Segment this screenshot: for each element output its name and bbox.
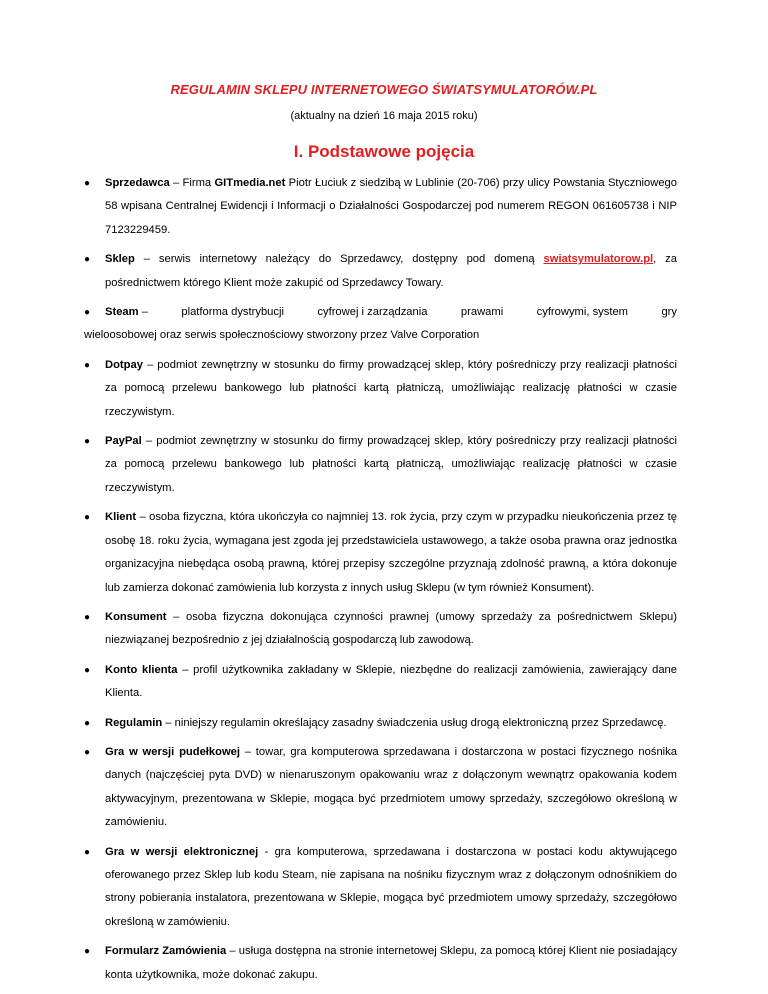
bullet-icon: ● bbox=[84, 611, 91, 623]
definition-term: PayPal bbox=[105, 435, 142, 448]
list-item bbox=[0, 172, 768, 242]
document-title: REGULAMIN SKLEPU INTERNETOWEGO ŚWIATSYMULATORÓW.PL bbox=[170, 82, 598, 97]
definition-term: Formularz Zamówienia bbox=[105, 945, 227, 958]
definition-text: – osoba fizyczna, która ukończyła co najmniej 13. rok życia, przy czym w przypadku nieukończenia przez tę osobę 18. roku życia, wymagana jest zgoda jej przedstawiciela ustawowego, a także osoba prawna oraz jednostka organizacyjna niebędąca osobą prawną, której przepisy szczególne przyznają zdolność prawną, a która dokonuje lub zamierza dokonać zamówienia lub korzysta z innych usług Sklepu (w tym również Konsument). bbox=[105, 511, 677, 594]
steam-first-line: Steam – platforma dystrybucji cyfrowej i zarządzania prawami cyfrowymi, system gry bbox=[105, 306, 677, 319]
document-subtitle: (aktualny na dzień 16 maja 2015 roku) bbox=[290, 110, 478, 122]
definition-sep: – Firma bbox=[169, 177, 215, 189]
definition-term: Konsument bbox=[105, 610, 167, 623]
definition-text: wieloosobowej oraz serwis społecznościowy stworzony przez Valve Corporation bbox=[84, 329, 480, 342]
bullet-icon: ● bbox=[84, 846, 91, 858]
domain-link[interactable]: swiatsymulatorow.pl bbox=[543, 253, 654, 266]
definition-text: Piotr Łuciuk z siedzibą w Lublinie (20-706) przy ulicy Powstania Styczniowego 58 wpisana Centralnej Ewidencji i Informacji o Działalności Gospodarczej pod numerem REGON 061605738 i NIP 7123229459. bbox=[105, 177, 678, 236]
definition-term: Steam bbox=[105, 306, 139, 319]
bullet-icon: ● bbox=[84, 254, 91, 266]
definition-term: Gra w wersji elektronicznej bbox=[105, 845, 259, 858]
definition-text: - gra komputerowa, sprzedawana i dostarczona w postaci kodu aktywującego oferowanego przez Sklep lub kodu Steam, nie zapisana na nośniku fizycznym wraz z dołączonym odnośnikiem do strony pobierania instalatora, prezentowana w Sklepie, mogąca być przedmiotem umowy sprzedaży, szczegółowo określoną w zamówieniu. bbox=[105, 845, 677, 928]
list-item bbox=[0, 248, 768, 295]
definition-term: Sklep bbox=[105, 253, 135, 266]
section-heading: I. Podstawowe pojęcia bbox=[293, 142, 475, 161]
list-item bbox=[0, 606, 768, 653]
bullet-icon: ● bbox=[84, 307, 91, 319]
definition-text: – towar, gra komputerowa sprzedawana i dostarczona w postaci fizycznego nośnika danych (najczęściej pyta DVD) w nienaruszonym opakowaniu wraz z dołączonym wewnątrz opakowania kodem aktywacyjnym, prezentowana w Sklepie, mogąca być przedmiotem umowy sprzedaży, szczegółowo określoną w zamówieniu. bbox=[105, 745, 677, 829]
definition-term: Sprzedawca bbox=[105, 177, 170, 189]
bullet-icon: ● bbox=[84, 178, 91, 189]
list-item bbox=[0, 741, 768, 835]
bullet-icon: ● bbox=[84, 664, 91, 676]
definition-text: – serwis internetowy należący do Sprzedawcy, dostępny pod domeną bbox=[134, 253, 544, 266]
definition-term: Gra w wersji pudełkowej bbox=[105, 745, 240, 758]
definition-text: – podmiot zewnętrzny w stosunku do firmy prowadzącej sklep, który pośredniczy przy realizacji płatności za pomocą przelewu bankowego lub płatności kartą płatniczą, umożliwiając realizację płatności w czasie rzeczywistym. bbox=[105, 358, 677, 418]
definition-text: , za pośrednictwem którego Klient może zakupić od Sprzedawcy Towary. bbox=[105, 253, 677, 289]
list-item bbox=[0, 430, 768, 500]
definition-term: Klient bbox=[105, 511, 137, 524]
definition-text: – podmiot zewnętrzny w stosunku do firmy prowadzącej sklep, który pośredniczy przy realizacji płatności za pomocą przelewu bankowego lub płatności kartą płatniczą, umożliwiając realizację płatności w czasie rzeczywistym. bbox=[105, 435, 677, 494]
list-item bbox=[0, 841, 768, 935]
definition-text: – profil użytkownika zakładany w Sklepie, niezbędne do realizacji zamówienia, zawierający dane Klienta. bbox=[105, 663, 678, 700]
bullet-icon: ● bbox=[84, 717, 91, 729]
definition-text: – usługa dostępna na stronie internetowej Sklepu, za pomocą której Klient nie posiadający konta użytkownika, może dokonać zakupu. bbox=[105, 945, 677, 981]
bullet-icon: ● bbox=[84, 512, 91, 524]
list-item bbox=[0, 506, 768, 600]
definition-text: – osoba fizyczna dokonująca czynności prawnej (umowy sprzedaży za pośrednictwem Sklepu) niezwiązanej bezpośrednio z jej działalnością gospodarczą lub zawodową. bbox=[105, 610, 677, 647]
definition-text: – niniejszy regulamin określający zasadny świadczenia usług drogą elektroniczną przez Sprzedawcę. bbox=[162, 716, 667, 729]
list-item bbox=[0, 940, 768, 987]
bullet-icon: ● bbox=[84, 359, 91, 371]
company-name: GITmedia.net bbox=[214, 177, 286, 189]
list-item bbox=[0, 659, 768, 706]
definition-term: Regulamin bbox=[105, 716, 163, 729]
definition-term: Konto klienta bbox=[105, 663, 178, 676]
list-item bbox=[0, 301, 768, 348]
list-item bbox=[0, 354, 768, 424]
bullet-icon: ● bbox=[84, 436, 91, 448]
definitions-list bbox=[0, 172, 768, 993]
definition-term: Dotpay bbox=[105, 358, 143, 371]
list-item bbox=[0, 712, 768, 735]
bullet-icon: ● bbox=[84, 746, 91, 758]
bullet-icon: ● bbox=[84, 946, 91, 958]
